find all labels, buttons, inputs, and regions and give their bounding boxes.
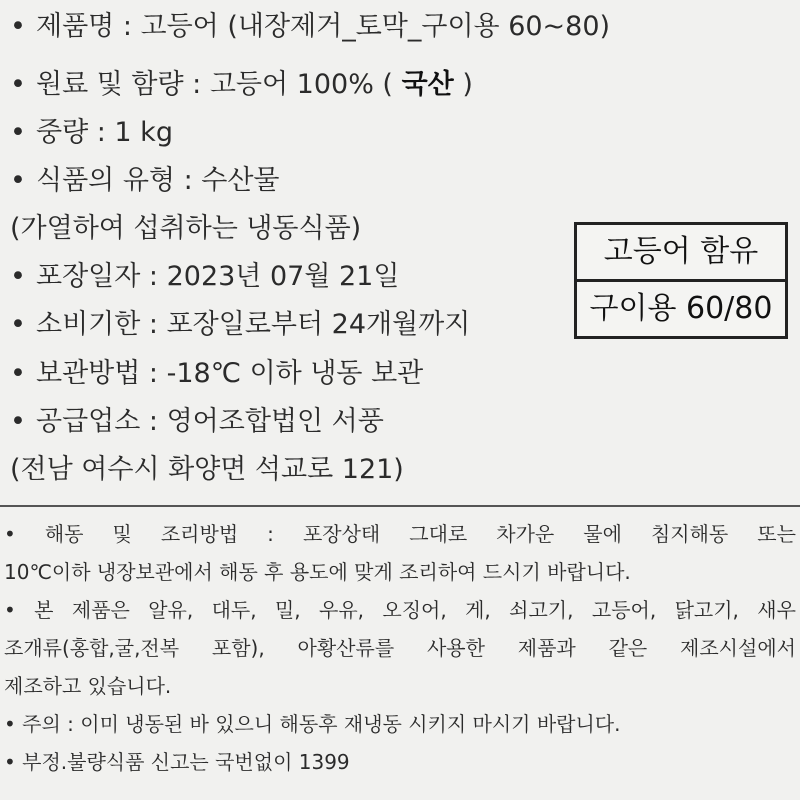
allergy-line-2 [4, 635, 800, 661]
note-word: 밀, [274, 598, 301, 622]
note-word: 우유, [319, 598, 365, 622]
note-word: 사용한 [426, 636, 485, 660]
caution-line: • 주의 : 이미 냉동된 바 있으니 해동후 재냉동 시키지 마시기 바랍니다. [4, 712, 621, 736]
section-divider [0, 505, 800, 507]
note-word: • [4, 598, 16, 622]
expiry-text: 소비기한 : 포장일로부터 24개월까지 [36, 309, 471, 340]
food-type-note-text: (가열하여 섭취하는 냉동식품) [10, 213, 362, 244]
note-word: 대두, [211, 598, 257, 622]
allergy-words-2 [4, 635, 796, 661]
ingredients-tail: ) [462, 69, 473, 100]
note-word: 또는 [757, 522, 796, 546]
note-word: 제품은 [71, 598, 130, 622]
note-word: 제조시설에서 [680, 636, 796, 660]
allergy-words-1 [4, 597, 796, 623]
address-text: (전남 여수시 화양면 석교로 121) [10, 454, 404, 485]
note-word: 침지해동 [650, 522, 729, 546]
info-line-food-type [0, 164, 280, 198]
note-word: 포장상태 [302, 522, 381, 546]
weight-text: 중량 : 1 kg [36, 117, 173, 148]
note-word: 고등어, [591, 598, 657, 622]
note-word: 같은 [608, 636, 648, 660]
note-word: 게, [465, 598, 491, 622]
thaw-method-words [4, 521, 796, 547]
product-tag-line-1: 고등어 함유 [603, 234, 759, 269]
info-line-pack-date [0, 260, 399, 294]
note-word: 해동 [44, 522, 84, 546]
bullet: • [10, 309, 26, 340]
storage-text: 보관방법 : -18℃ 이하 냉동 보관 [36, 358, 424, 389]
info-line-food-type-note [10, 212, 361, 246]
note-word: 그대로 [409, 522, 468, 546]
bullet: • [10, 165, 26, 196]
note-word: 차가운 [496, 522, 555, 546]
note-word: • [4, 522, 16, 546]
note-word: 및 [112, 522, 132, 546]
bullet: • [10, 69, 26, 100]
bullet: • [10, 117, 26, 148]
allergy-line-1 [4, 597, 800, 623]
note-word: 제품과 [517, 636, 576, 660]
product-tag-box [574, 222, 788, 339]
note-word: : [267, 522, 274, 546]
product-tag-line-2: 구이용 60/80 [577, 279, 785, 336]
bullet: • [10, 261, 26, 292]
info-line-ingredients [0, 68, 473, 102]
bullet: • [10, 406, 26, 437]
origin-label: 국산 [401, 69, 454, 100]
note-word: 알유, [148, 598, 194, 622]
note-word: 쇠고기, [509, 598, 574, 622]
thaw-method-line-1 [4, 521, 800, 547]
info-line-weight [0, 116, 173, 150]
product-name-text: 제품명 : 고등어 (내장제거_토막_구이용 60~80) [36, 11, 611, 42]
info-line-address [10, 453, 404, 487]
supplier-text: 공급업소 : 영어조합법인 서풍 [36, 406, 384, 437]
pack-date-text: 포장일자 : 2023년 07월 21일 [36, 261, 400, 292]
allergy-line-3: 제조하고 있습니다. [4, 674, 172, 698]
info-line-product-name [0, 10, 610, 44]
food-type-text: 식품의 유형 : 수산물 [36, 165, 280, 196]
note-word: 오징어, [382, 598, 447, 622]
note-word: 물에 [583, 522, 622, 546]
note-word: 닭고기, [674, 598, 739, 622]
thaw-method-line-2: 10℃이하 냉장보관에서 해동 후 용도에 맞게 조리하여 드시기 바랍니다. [4, 560, 631, 584]
bullet: • [10, 358, 26, 389]
info-line-supplier [0, 405, 384, 439]
note-word: 포함), [211, 636, 265, 660]
note-word: 조개류(홍합,굴,전복 [4, 636, 180, 660]
note-word: 조리방법 [160, 522, 239, 546]
bullet: • [10, 11, 26, 42]
ingredients-text: 원료 및 함량 : 고등어 100% ( [36, 69, 393, 100]
note-word: 새우 [757, 598, 796, 622]
note-word: 본 [34, 598, 54, 622]
info-line-storage [0, 357, 423, 391]
report-line: • 부정.불량식품 신고는 국번없이 1399 [4, 750, 350, 774]
note-word: 아황산류를 [297, 636, 395, 660]
info-line-expiry [0, 308, 470, 342]
